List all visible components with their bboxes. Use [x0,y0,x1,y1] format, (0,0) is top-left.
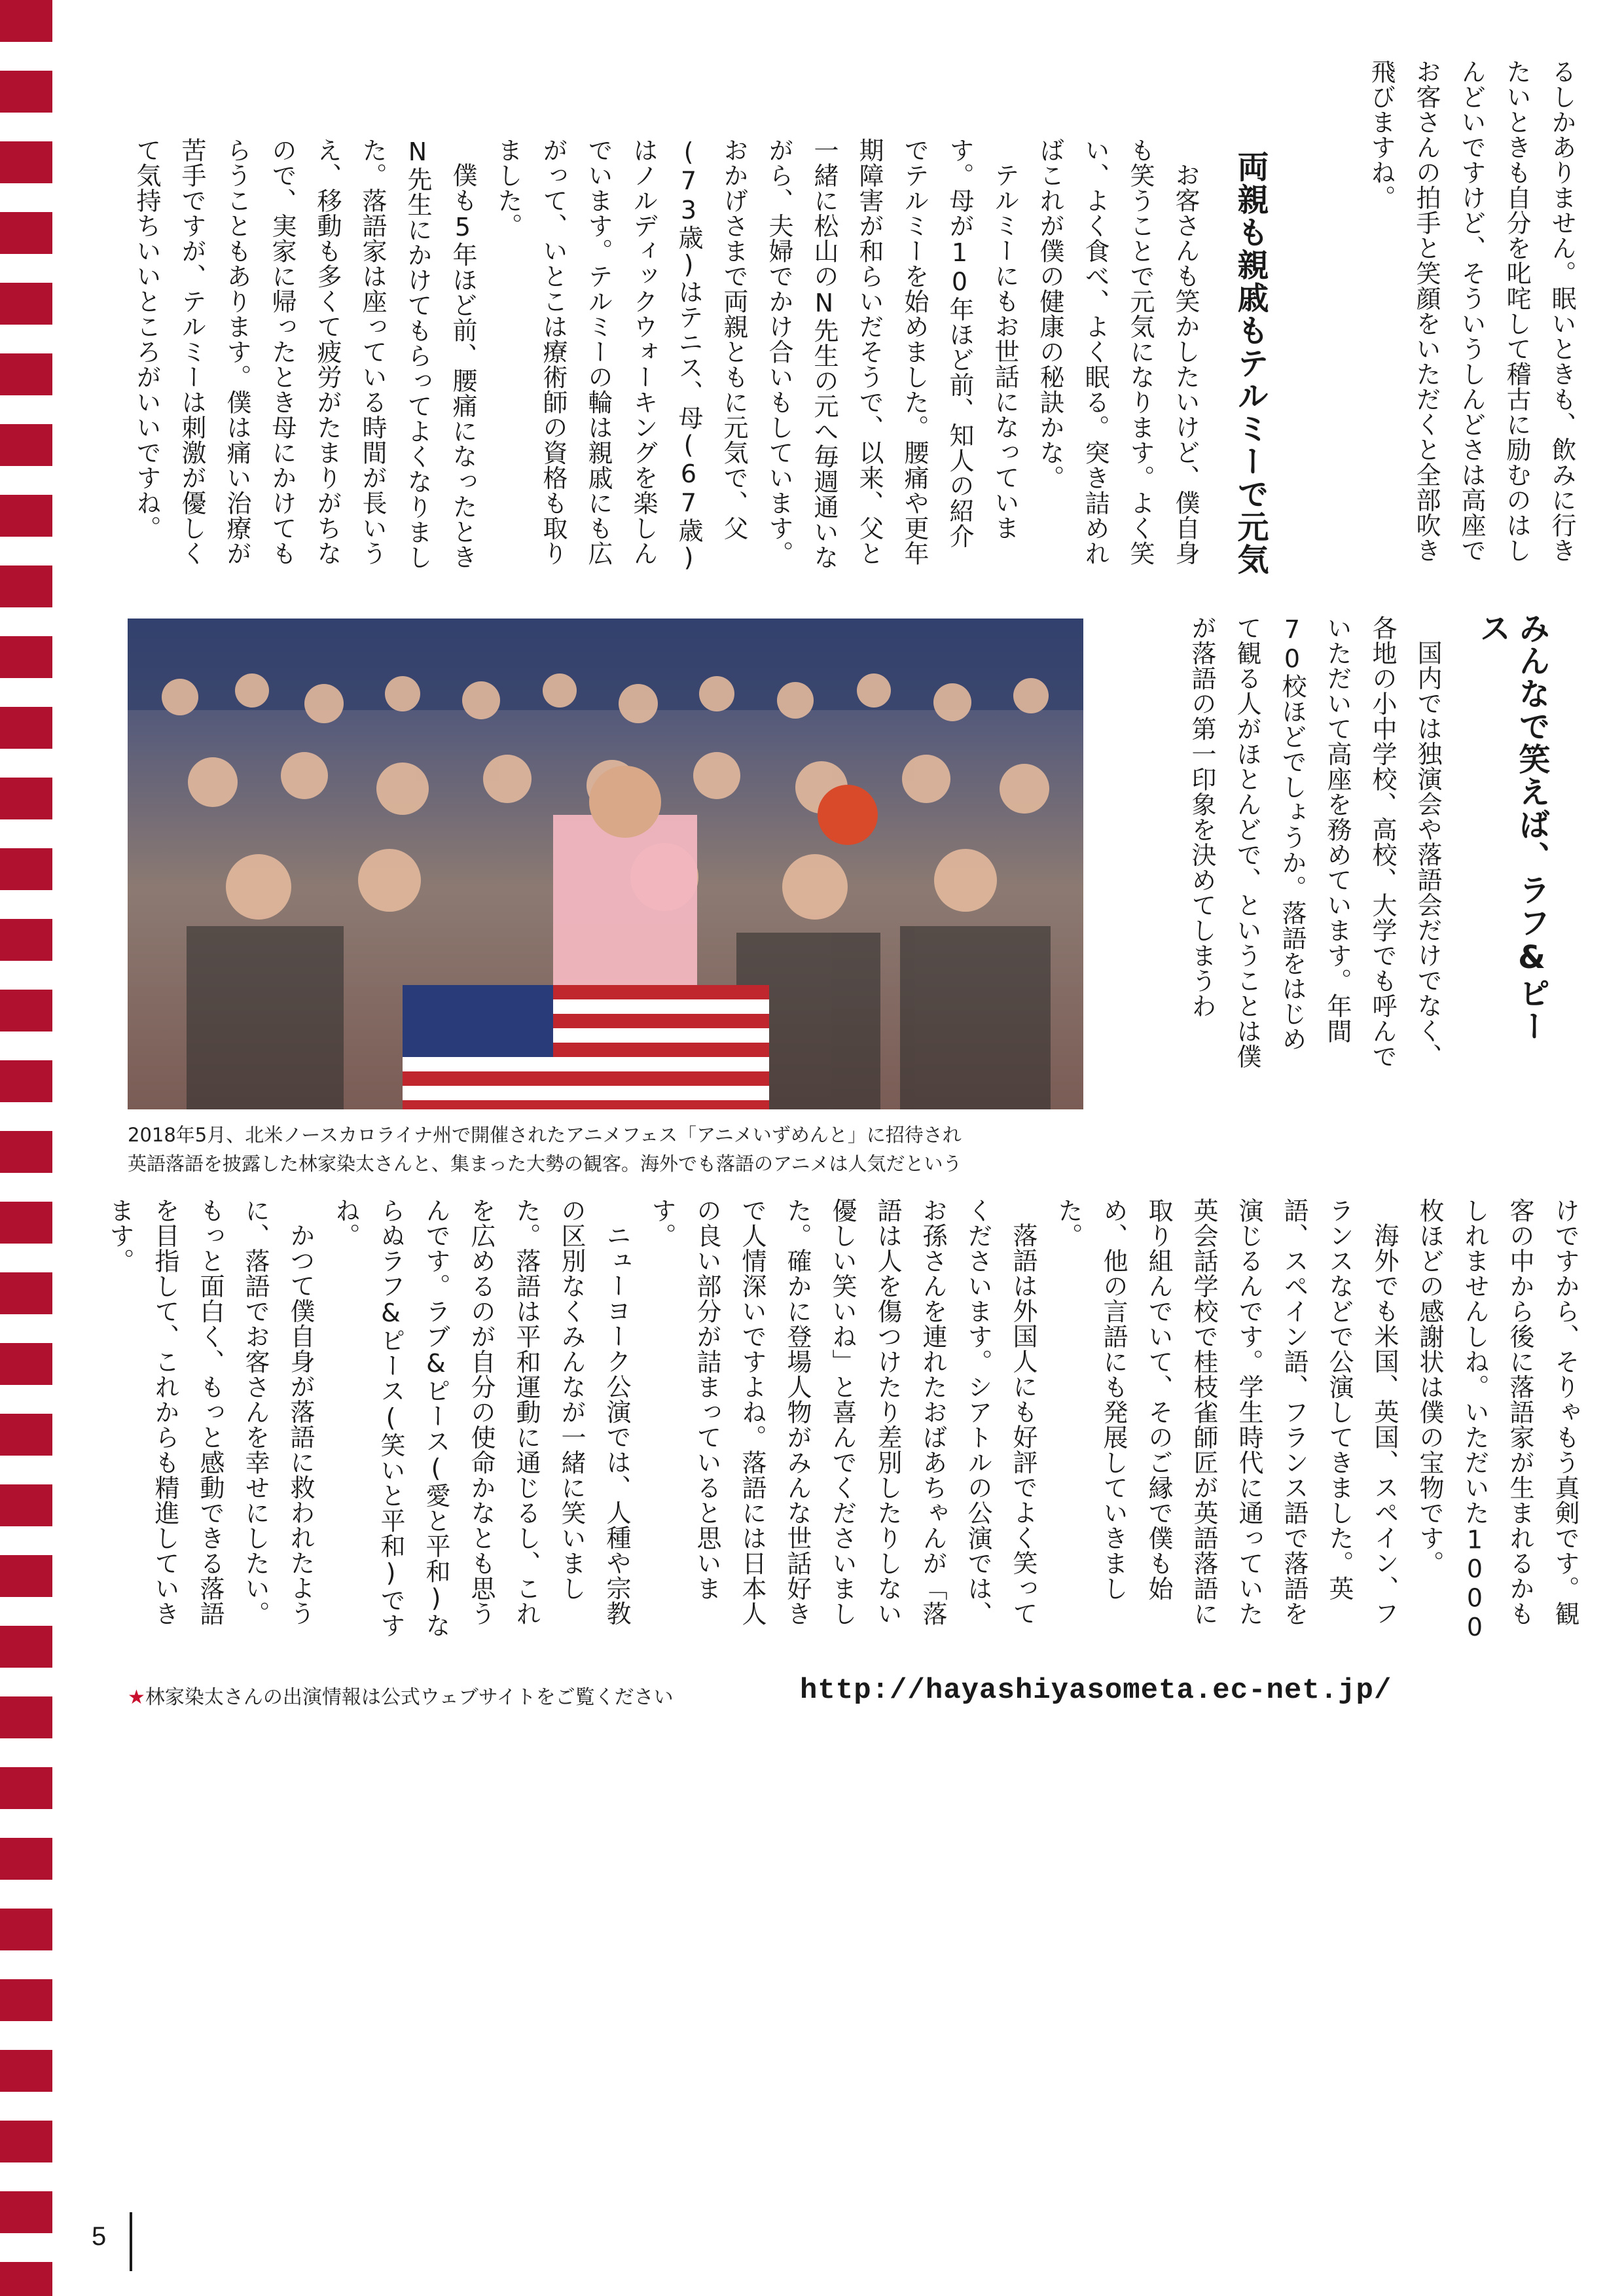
paragraph: 海外でも米国、英国、スペイン、フランスなどで公演してきました。英語、スペイン語、フランス語で落語を演じるんです。学生時代に通っていた英会話学校で桂枝雀師匠が英語落語に取り組んでいて、そのご縁で僕も始め、他の言語にも発展していきました。 [1054,1198,1399,1626]
caption-line: 英語落語を披露した林家染太さんと、集まった大勢の観客。海外でも落語のアニメは人気だという [128,1153,962,1175]
paragraph: けですから、そりゃもう真剣です。観客の中から後に落語家が生まれるかもしれませんしね。いただいた1000枚ほどの感謝状は僕の宝物です。 [1415,1198,1579,1642]
decorative-stripe-border [0,0,52,2296]
star-icon: ★ [128,1686,145,1709]
paragraph: ニューヨーク公演では、人種や宗教の区別なくみんなが一緒に笑いました。落語は平和運動に通じるし、これを広めるのが自分の使命かなとも思うんです。ラブ&ピース(愛と平和)ならぬラフ&ピース(笑いと平和)ですね。 [331,1198,631,1638]
paragraph: るしかありません。眠いときも、飲みに行きたいときも自分を叱咤して稽古に励むのはしんどいですけど、そういうしんどさは高座でお客さんの拍手と笑顔をいただくと全部吹き飛びますね。 [1367,59,1576,563]
caption-line: 2018年5月、北米ノースカロライナ州で開催されたアニメフェス「アニメいずめんと」に招待され [128,1124,962,1146]
paragraph: お客さんも笑かしたいけど、僕自身も笑うことで元気になります。よく笑い、よく食べ、よく眠る。突き詰めればこれが僕の健康の秘訣かな。 [1036,137,1200,566]
paragraph: テルミーにもお世話になっています。母が10年ほど前、知人の紹介でテルミーを始めました。腰痛や更年期障害が和らいだそうで、以来、父と一緒に松山のN先生の元へ毎週通いながら、夫婦でかけ合いもしています。おかげさまで両親ともに元気で、父(73歳)はテニス、母(67歳)はノルディックウォーキングを楽しんでいます。テルミーの輪は親戚にも広がって、いとこは療術師の資格も取りました。 [494,137,1019,572]
paragraph: 僕も5年ほど前、腰痛になったときN先生にかけてもらってよくなりました。落語家は座っている時間が長いうえ、移動も多くて疲労がたまりがちなので、実家に帰ったとき母にかけてもらうこともあります。僕は痛い治療が苦手ですが、テルミーは刺激が優しくて気持ちいいところがいいですね。 [132,137,477,570]
footer-note-text: 林家染太さんの出演情報は公式ウェブサイトをご覧ください [145,1686,674,1709]
article-text-lower [105,1198,1587,1643]
section-heading-family: 両親も親戚もテルミーで元気 [1232,151,1269,576]
website-link[interactable]: http://hayashiyasometa.ec-net.jp/ [800,1674,1392,1707]
article-text-section1 [128,137,1208,573]
american-flag [403,985,769,1109]
paragraph: 落語は外国人にも好評でよく笑ってくださいます。シアトルの公演では、お孫さんを連れたおばあちゃんが「落語は人を傷つけたり差別したりしない優しい笑いね」と喜んでくださいました。確かに登場人物がみんな世話好きで人情深いですよね。落語には日本人の良い部分が詰まっていると思います。 [647,1198,1038,1626]
paragraph: かつて僕自身が落語に救われたように、落語でお客さんを幸せにしたい。もっと面白く、もっと感動できる落語を目指して、これからも精進していきます。 [105,1198,315,1626]
paragraph: 国内では独演会や落語会だけでなく、各地の小中学校、高校、大学でも呼んでいただいて高座を務めています。年間70校ほどでしょうか。落語をはじめて観る人がほとんどで、ということは僕が落語の第一印象を決めてしまうわ [1187,615,1442,1069]
article-text-section2 [1123,615,1450,1073]
footer-note [128,1681,674,1710]
section-heading-laugh-peace: みんなで笑えば、ラフ&ピース [1474,612,1550,1043]
crowd-photo [128,619,1083,1109]
crowd-photo-illustration [128,619,1083,1109]
article-text-intro [1322,59,1584,569]
page-number-rule [130,2212,132,2271]
page-number: 5 [92,2222,107,2251]
photo-caption [128,1121,1096,1178]
